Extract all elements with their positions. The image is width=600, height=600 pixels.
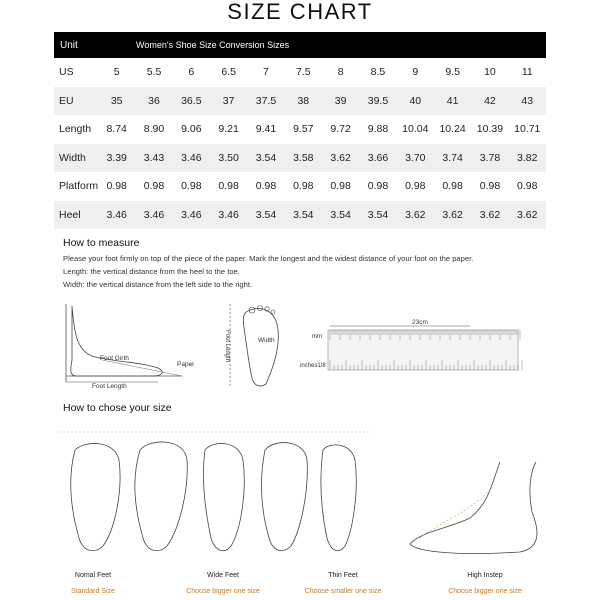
table-cell: 5.5 [146, 66, 162, 79]
foot-type-advice: Choose smaller one size [304, 588, 382, 595]
table-cell: 36 [148, 94, 160, 107]
table-cell: 9.88 [367, 123, 389, 136]
width-label: Width [258, 337, 275, 344]
foot-type-advice: Choose bigger one size [186, 588, 260, 595]
table-cell: 40 [409, 94, 422, 107]
table-cell: 9.5 [445, 66, 460, 79]
wide-foot-icon [135, 442, 187, 551]
table-cell: 3.66 [367, 151, 389, 164]
foot-top-diagram [220, 300, 290, 390]
thin-foot-icon [203, 443, 244, 550]
table-cell: 9.06 [181, 123, 202, 136]
table-cell: 43 [521, 94, 534, 107]
how-to-choose-heading: How to chose your size [63, 402, 172, 414]
table-cell: 3.54 [255, 208, 277, 221]
table-cell: 3.54 [255, 151, 277, 164]
size-table [54, 32, 546, 229]
foot-type-advice: Choose bigger one size [448, 588, 522, 595]
table-cell: 0.98 [517, 180, 538, 193]
measure-length: Length: the vertical distance from the heel to the toe. [63, 267, 240, 276]
table-cell: 9.41 [255, 123, 277, 136]
table-cell: 10.04 [402, 123, 429, 136]
table-title: Women's Shoe Size Conversion Sizes [136, 40, 290, 50]
table-cell: 36.5 [181, 94, 202, 107]
high-instep-diagram [400, 452, 560, 562]
foot-types-diagram [55, 420, 375, 570]
table-cell: 3.46 [181, 151, 202, 164]
table-cell: 3.46 [143, 208, 165, 221]
foot-type-caption: Wide Feet [207, 572, 239, 579]
table-cell: 8 [337, 66, 344, 79]
mm-label: mm [312, 334, 322, 340]
ruler-diagram [300, 314, 530, 374]
table-cell: 0.98 [330, 180, 351, 193]
table-cell: 3.82 [517, 151, 538, 164]
table-cell: 3.46 [218, 208, 239, 221]
table-cell: 0.98 [143, 180, 165, 193]
table-row-platform [54, 172, 546, 201]
normal-foot-icon [71, 443, 120, 550]
table-cell: 3.78 [479, 151, 501, 164]
table-row-us [54, 58, 546, 87]
table-cell: 3.62 [442, 208, 463, 221]
table-cell: 38 [297, 94, 310, 107]
table-row-width [54, 144, 546, 173]
table-cell: 37 [222, 94, 235, 107]
table-cell: 0.98 [181, 180, 202, 193]
foot-length-label: Foot Length [92, 383, 127, 390]
table-cell: 3.70 [405, 151, 426, 164]
table-cell: 10.39 [476, 123, 504, 136]
foot-type-caption: High Instep [467, 572, 503, 579]
page-title: SIZE CHART [227, 0, 373, 24]
table-cell: 3.54 [293, 208, 314, 221]
row-label: Platform [59, 180, 99, 193]
table-cell: 3.46 [106, 208, 127, 221]
foot-type-caption: Nomal Feet [74, 572, 112, 579]
measure-width: Width: the vertical distance from the left side to the right. [63, 280, 253, 289]
table-cell: 3.46 [181, 208, 202, 221]
thin-foot-3-icon [321, 445, 356, 551]
foot-type-caption: Thin Feet [328, 572, 358, 579]
table-cell: 10 [484, 66, 496, 79]
foot-length-vertical-label: Foot Length [224, 330, 230, 363]
table-cell: 6 [188, 66, 195, 79]
table-cell: 9.57 [293, 123, 314, 136]
row-label: EU [59, 94, 74, 107]
table-cell: 0.98 [479, 180, 501, 193]
table-cell: 0.98 [255, 180, 277, 193]
table-cell: 39 [334, 94, 347, 107]
table-cell: 8.74 [106, 123, 127, 136]
table-cell: 3.74 [442, 151, 463, 164]
table-cell: 0.98 [367, 180, 389, 193]
table-cell: 3.50 [218, 151, 239, 164]
table-cell: 3.58 [293, 151, 314, 164]
table-cell: 3.43 [143, 151, 165, 164]
table-cell: 9.72 [330, 123, 351, 136]
how-to-measure-heading: How to measure [63, 237, 140, 249]
inches-label: inches1/8 [300, 363, 326, 369]
table-cell: 0.98 [106, 180, 127, 193]
row-label: Heel [59, 208, 81, 221]
table-cell: 0.98 [442, 180, 463, 193]
table-cell: 0.98 [405, 180, 426, 193]
table-cell: 10.71 [514, 123, 541, 136]
table-cell: 8.90 [143, 123, 165, 136]
table-cell: 7.5 [296, 66, 311, 79]
row-label: Length [59, 123, 92, 136]
foot-girth-label: Foot Girth [100, 355, 129, 362]
table-cell: 9.21 [218, 123, 239, 136]
table-header [54, 32, 546, 58]
table-cell: 6.5 [221, 66, 236, 79]
table-row-eu [54, 87, 546, 116]
table-cell: 39.5 [367, 94, 389, 107]
row-label: Width [59, 151, 86, 164]
table-cell: 3.62 [479, 208, 501, 221]
table-cell: 0.98 [218, 180, 239, 193]
table-row-heel [54, 201, 546, 230]
table-cell: 3.54 [367, 208, 389, 221]
table-cell: 3.54 [330, 208, 351, 221]
measure-instruction: Please your foot firmly on top of the piece of the paper. Mark the longest and the widest distance of your foot on the paper. [63, 254, 474, 263]
table-cell: 8.5 [370, 66, 386, 79]
table-cell: 11 [521, 66, 533, 79]
table-cell: 3.62 [517, 208, 538, 221]
table-cell: 3.62 [330, 151, 351, 164]
row-label: US [59, 66, 74, 79]
thin-foot-2-icon [262, 443, 308, 551]
unit-label: Unit [60, 39, 78, 51]
table-cell: 42 [484, 94, 496, 107]
paper-label: Paper [177, 361, 195, 368]
ruler-23cm-label: 23cm [412, 319, 428, 326]
table-cell: 37.5 [255, 94, 277, 107]
table-cell: 41 [446, 94, 459, 107]
table-cell: 7 [263, 66, 269, 79]
table-cell: 9 [412, 66, 419, 79]
table-cell: 35 [110, 94, 123, 107]
table-cell: 5 [113, 66, 120, 79]
table-cell: 10.24 [439, 123, 466, 136]
foot-type-advice: Standard Size [71, 588, 115, 595]
table-cell: 3.62 [405, 208, 426, 221]
table-row-length [54, 115, 546, 144]
foot-side-diagram [62, 300, 202, 390]
table-cell: 0.98 [293, 180, 314, 193]
table-cell: 3.39 [106, 151, 127, 164]
